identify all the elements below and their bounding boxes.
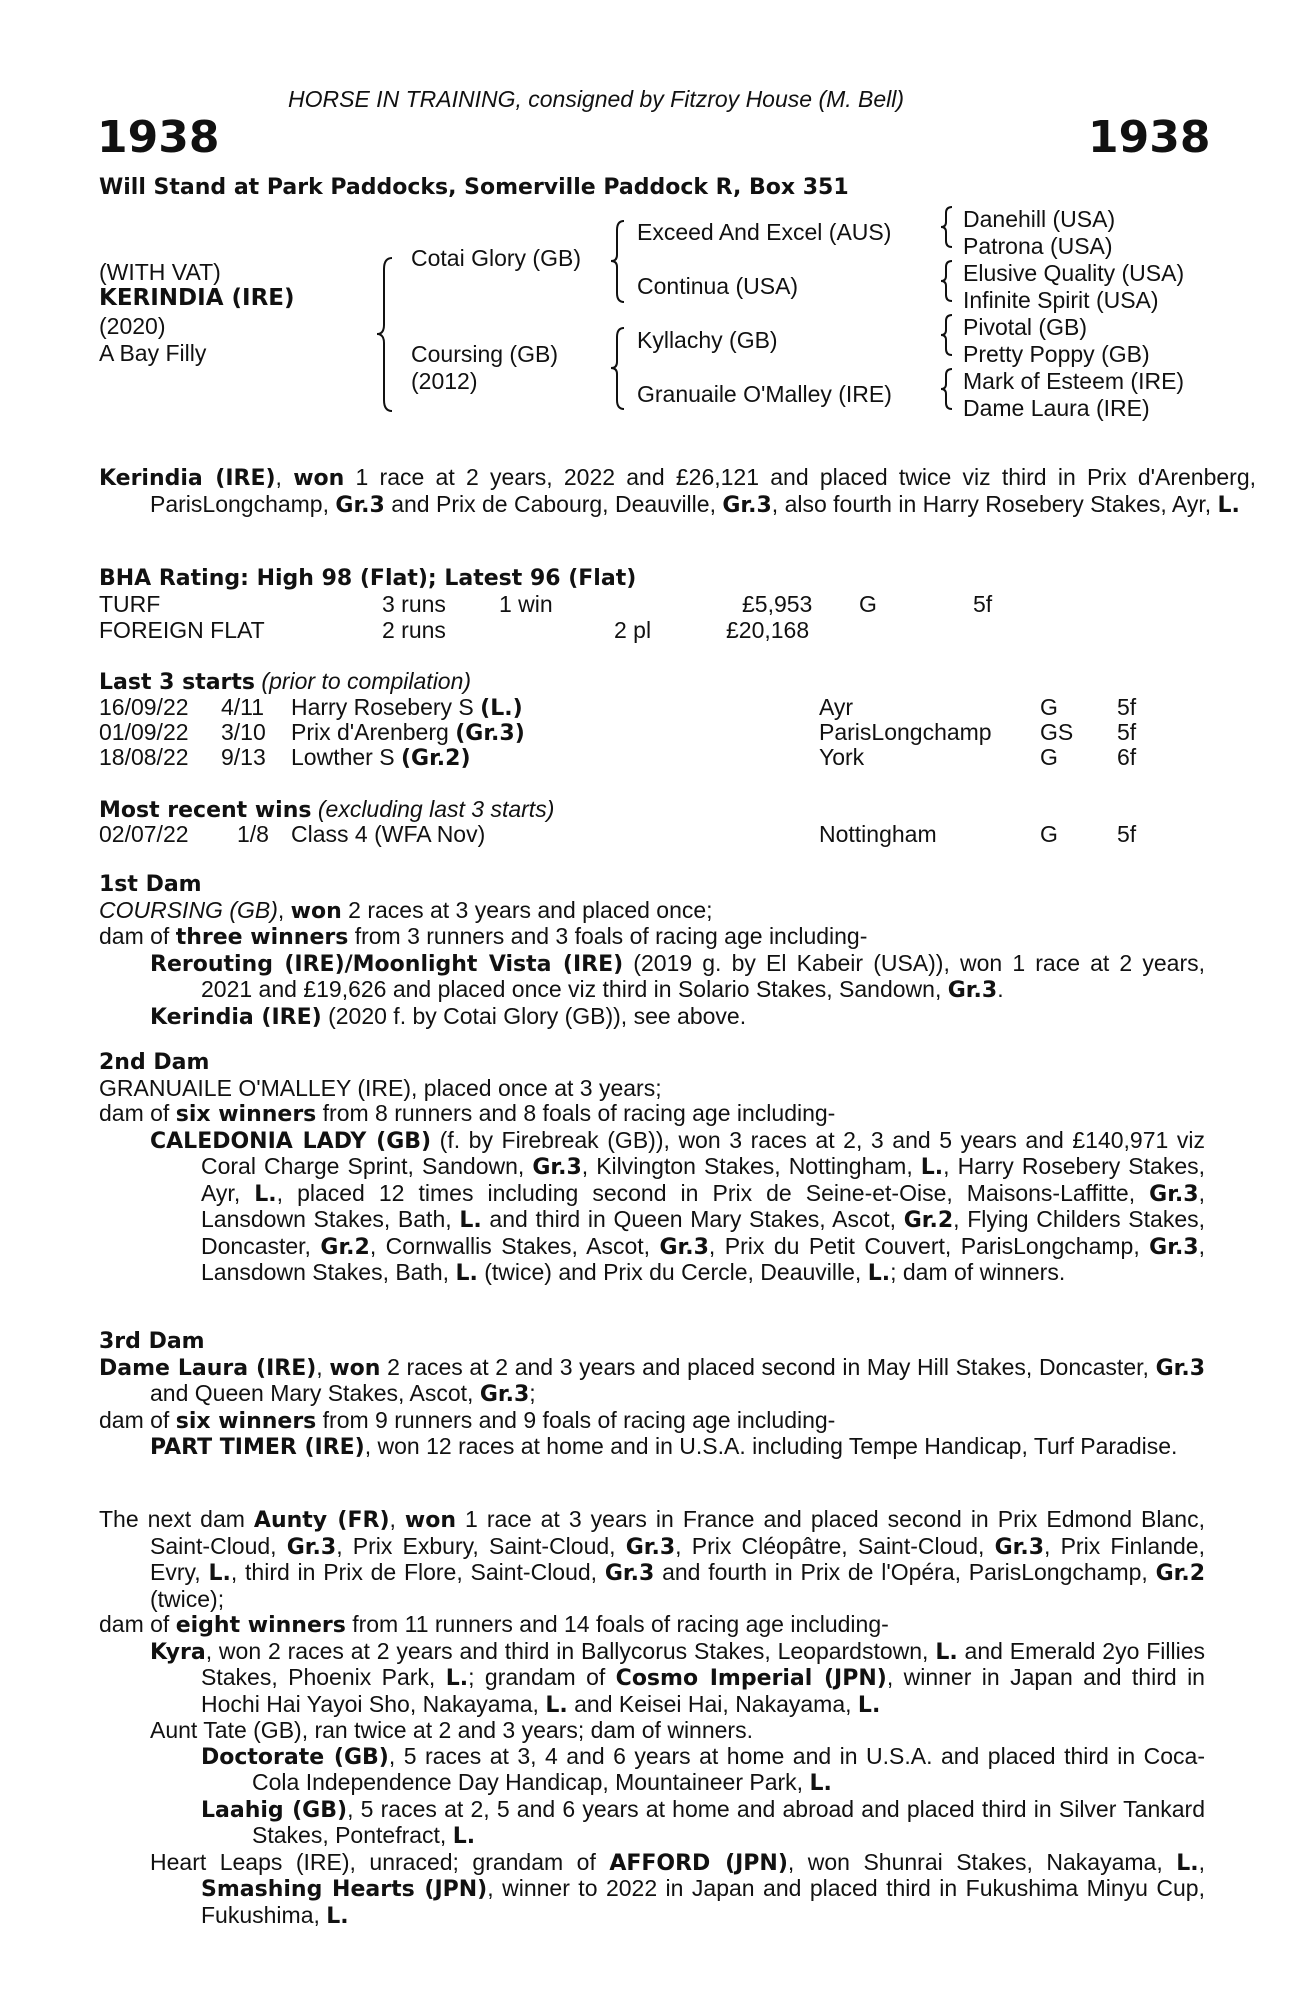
progeny-text: , won Shunrai Stakes, Nakayama, bbox=[787, 1848, 1177, 1875]
won-label: won bbox=[404, 1508, 457, 1533]
pedigree-brace-g1 bbox=[940, 206, 954, 253]
summary-text-2: and Prix de Cabourg, Deauville, bbox=[384, 490, 723, 517]
last-starts-title: Last 3 starts bbox=[99, 670, 256, 695]
grade-label: Gr.3 bbox=[1149, 1181, 1199, 1207]
dam-dam-dam: Dame Laura (IRE) bbox=[963, 395, 1150, 421]
produce-summary: from 8 runners and 8 foals of racing age including- bbox=[316, 1100, 836, 1126]
dam-sire-sire: Pivotal (GB) bbox=[963, 314, 1087, 340]
race-summary: Kerindia (IRE), won 1 race at 2 years, 2022 and £26,121 and placed twice viz third in Prix d'Arenberg, ParisLongchamp, Gr.3 and Prix de Cabourg, Deauville, Gr.3, also fourth in Harry Rosebery Stakes, Ayr, L. bbox=[99, 464, 1257, 518]
win-race: Class 4 (WFA Nov) bbox=[291, 821, 486, 847]
race-name: Lowther S bbox=[291, 744, 401, 770]
race-name: Harry Rosebery S bbox=[291, 694, 481, 720]
start-course: ParisLongchamp bbox=[819, 719, 992, 745]
horse-year: (2020) bbox=[99, 313, 166, 339]
progeny-name: CALEDONIA LADY (GB) bbox=[150, 1128, 432, 1154]
sire-sire: Exceed And Excel (AUS) bbox=[637, 219, 892, 245]
sire: Cotai Glory (GB) bbox=[411, 245, 581, 271]
grade-label: Gr.3 bbox=[479, 1382, 530, 1407]
rating-row-type: TURF bbox=[99, 591, 161, 617]
grade-label: L. bbox=[254, 1181, 277, 1207]
progeny-entry bbox=[150, 1434, 1205, 1461]
sire-sire-sire: Danehill (USA) bbox=[963, 206, 1116, 232]
grade-label: L. bbox=[459, 1208, 482, 1233]
win-date: 02/07/22 bbox=[99, 821, 189, 847]
progeny-name: PART TIMER (IRE) bbox=[150, 1435, 365, 1460]
grade-label: L. bbox=[208, 1561, 231, 1586]
sire-dam-sire: Elusive Quality (USA) bbox=[963, 260, 1185, 286]
dam-sire-dam: Pretty Poppy (GB) bbox=[963, 341, 1150, 367]
rating-row-placed: 2 pl bbox=[614, 617, 652, 643]
first-dam-section bbox=[99, 872, 1205, 1030]
progeny-text: , won 12 races at home and in U.S.A. including Tempe Handicap, Turf Paradise. bbox=[364, 1433, 1178, 1459]
start-race bbox=[291, 694, 523, 722]
separator: , bbox=[1198, 1848, 1205, 1875]
grade-label: Gr.2 bbox=[320, 1234, 370, 1260]
grade-label: Gr.3 bbox=[722, 492, 772, 518]
progeny-text: (2020 f. by Cotai Glory (GB)), see above. bbox=[321, 1002, 747, 1029]
grade-label: L. bbox=[455, 1261, 478, 1286]
next-dam-record: , third in Prix de Flore, Saint-Cloud, bbox=[230, 1559, 605, 1585]
next-dam-line bbox=[99, 1507, 1205, 1612]
sire-dam: Continua (USA) bbox=[637, 273, 799, 299]
pedigree-brace-g4 bbox=[940, 368, 954, 415]
next-dam-record: and fourth in Prix de l'Opéra, ParisLongchamp, bbox=[654, 1559, 1156, 1585]
summary-text-1: 1 race at 2 years, 2022 and £26,121 and placed twice viz third in Prix d'Arenberg, ParisLongchamp, bbox=[150, 464, 1257, 517]
produce-summary: from 9 runners and 9 foals of racing age including- bbox=[316, 1406, 836, 1433]
third-dam-line: Dame Laura (IRE), won 2 races at 2 and 3 years and placed second in May Hill Stakes, Doncaster, Gr.3 and Queen Mary Stakes, Ascot, Gr.3; bbox=[99, 1353, 1205, 1407]
progeny-name: Kyra bbox=[150, 1639, 206, 1665]
lot-number-right: 1938 bbox=[1088, 112, 1211, 163]
progeny-text: ; dam of winners. bbox=[890, 1259, 1066, 1285]
progeny-name: Laahig (GB) bbox=[201, 1797, 348, 1823]
third-dam-record: ; bbox=[529, 1380, 536, 1406]
progeny-text: and third in Queen Mary Stakes, Ascot, bbox=[481, 1206, 904, 1232]
progeny-entry bbox=[201, 1797, 1205, 1850]
first-dam-name: COURSING (GB) bbox=[99, 896, 278, 923]
grade-label: L. bbox=[809, 1771, 832, 1796]
grade-label: L. bbox=[545, 1692, 568, 1718]
progeny-text: Heart Leaps (IRE), unraced; grandam of bbox=[150, 1848, 610, 1875]
start-date: 18/08/22 bbox=[99, 744, 189, 770]
grade-label: L. bbox=[1176, 1850, 1199, 1876]
progeny-name: Doctorate (GB) bbox=[201, 1744, 389, 1770]
first-dam-produce-line bbox=[99, 924, 1205, 951]
pedigree-brace-g3 bbox=[940, 314, 954, 361]
start-going: GS bbox=[1040, 719, 1074, 745]
progeny-name: Kerindia (IRE) bbox=[150, 1004, 322, 1030]
grade-label: L. bbox=[326, 1903, 349, 1929]
vat-note: (WITH VAT) bbox=[99, 259, 221, 285]
third-dam-record: 2 races at 2 and 3 years and placed second in May Hill Stakes, Doncaster, bbox=[380, 1353, 1156, 1380]
won-label: won bbox=[329, 1355, 381, 1381]
next-dam-record: (twice); bbox=[150, 1585, 225, 1612]
start-course: York bbox=[819, 744, 865, 770]
dam-dam-sire: Mark of Esteem (IRE) bbox=[963, 368, 1185, 394]
win-distance: 5f bbox=[1117, 821, 1137, 847]
recent-wins-heading bbox=[99, 796, 554, 824]
pedigree-brace-sire bbox=[610, 220, 626, 308]
pedigree-brace-main bbox=[376, 257, 396, 417]
produce-summary: from 11 runners and 14 foals of racing age including- bbox=[345, 1611, 889, 1637]
rating-row-dist: 5f bbox=[973, 591, 993, 617]
dam-dam: Granuaile O'Malley (IRE) bbox=[637, 381, 892, 407]
progeny-text: , won 2 races at 2 years and third in Ballycorus Stakes, Leopardstown, bbox=[205, 1637, 936, 1664]
progeny-text: , Lansdown Stakes, Bath, bbox=[201, 1179, 1205, 1232]
progeny-text: and Keisei Hai, Nakayama, bbox=[567, 1690, 858, 1717]
start-distance: 5f bbox=[1117, 694, 1137, 720]
progeny-text: and Emerald 2yo Fillies Stakes, Phoenix Park, bbox=[201, 1637, 1205, 1690]
winners-count: eight winners bbox=[175, 1613, 346, 1638]
start-course: Ayr bbox=[819, 694, 854, 720]
start-race bbox=[291, 744, 471, 772]
grade-label: Gr.3 bbox=[659, 1234, 709, 1260]
dam-sire: Kyllachy (GB) bbox=[637, 327, 778, 353]
progeny-text-end: . bbox=[997, 976, 1004, 1002]
third-dam-record: and Queen Mary Stakes, Ascot, bbox=[150, 1380, 480, 1406]
rating-row-going: G bbox=[859, 591, 877, 617]
start-position: 4/11 bbox=[221, 694, 265, 720]
next-dam-intro: The next dam bbox=[99, 1506, 254, 1532]
first-dam-line: COURSING (GB), won 2 races at 3 years and placed once; bbox=[99, 896, 713, 924]
progeny-entry bbox=[201, 1744, 1205, 1797]
second-dam-title: 2nd Dam bbox=[99, 1050, 210, 1075]
rating-row-prize: £20,168 bbox=[726, 617, 810, 643]
progeny-text: , winner to 2022 in Japan and placed third in Fukushima Minyu Cup, Fukushima, bbox=[201, 1875, 1205, 1928]
progeny-text: , 5 races at 3, 4 and 6 years at home and in U.S.A. and placed third in Coca-Cola Independence Day Handicap, Mountaineer Park, bbox=[252, 1742, 1206, 1795]
progeny-text: , placed 12 times including second in Prix de Seine-et-Oise, Maisons-Laffitte, bbox=[276, 1179, 1150, 1206]
third-dam-name: Dame Laura (IRE) bbox=[99, 1355, 317, 1381]
grade-label: Gr.3 bbox=[286, 1534, 337, 1560]
third-dam-produce-line bbox=[99, 1408, 1205, 1435]
dam-of-label: dam of bbox=[99, 1406, 176, 1433]
win-position: 1/8 bbox=[237, 821, 269, 847]
winners-count: three winners bbox=[175, 925, 349, 950]
next-dam-produce-line bbox=[99, 1612, 1205, 1639]
grade-label: Gr.3 bbox=[625, 1534, 676, 1560]
lot-number-left: 1938 bbox=[97, 112, 220, 163]
dam-of-label: dam of bbox=[99, 1611, 176, 1637]
grade-label: L. bbox=[857, 1692, 881, 1718]
dam-of-label: dam of bbox=[99, 923, 176, 949]
rating-row-type: FOREIGN FLAT bbox=[99, 617, 265, 643]
race-grade: (Gr.3) bbox=[455, 721, 525, 746]
progeny-name: AFFORD (JPN) bbox=[609, 1850, 788, 1876]
next-dam-record: , Prix Finlande, Evry, bbox=[150, 1532, 1205, 1585]
progeny-name: Smashing Hearts (JPN) bbox=[201, 1877, 488, 1902]
stand-location: Will Stand at Park Paddocks, Somerville Paddock R, Box 351 bbox=[99, 175, 849, 200]
grade-label: L. bbox=[1217, 492, 1240, 518]
start-going: G bbox=[1040, 744, 1058, 770]
next-dam-record: 1 race at 3 years in France and placed second in Prix Edmond Blanc, Saint-Cloud, bbox=[150, 1506, 1205, 1559]
progeny-text: (2019 g. by El Kabeir (USA)), won 1 race at 2 years, 2021 and £19,626 and placed once viz third in Solario Stakes, Sandown, bbox=[201, 949, 1205, 1002]
horse-description: A Bay Filly bbox=[99, 340, 207, 366]
horse-name: KERINDIA (IRE) bbox=[99, 285, 295, 311]
grade-label: Gr.2 bbox=[1155, 1561, 1205, 1586]
dam-year: (2012) bbox=[411, 368, 478, 394]
dam-of-label: dam of bbox=[99, 1100, 176, 1126]
separator: , bbox=[389, 1506, 405, 1532]
grade-label: Gr.2 bbox=[903, 1208, 954, 1233]
second-dam-section bbox=[99, 1050, 1205, 1287]
produce-summary: from 3 runners and 3 foals of racing age including- bbox=[348, 923, 868, 949]
grade-label: L. bbox=[920, 1155, 944, 1180]
third-dam-section bbox=[99, 1329, 1205, 1461]
grade-label: Gr.3 bbox=[335, 492, 385, 518]
grade-label: Gr.3 bbox=[994, 1534, 1045, 1560]
first-dam-record: 2 races at 3 years and placed once; bbox=[341, 896, 713, 923]
progeny-name: Rerouting (IRE)/Moonlight Vista (IRE) bbox=[150, 951, 624, 977]
grade-label: Gr.3 bbox=[604, 1561, 655, 1586]
last-starts-heading bbox=[99, 668, 471, 696]
progeny-text: (twice) and Prix du Cercle, Deauville, bbox=[477, 1259, 868, 1285]
sire-sire-dam: Patrona (USA) bbox=[963, 233, 1113, 259]
win-going: G bbox=[1040, 821, 1058, 847]
next-dam-name: Aunty (FR) bbox=[253, 1508, 390, 1533]
next-dam-section bbox=[99, 1507, 1205, 1929]
progeny-text: , Lansdown Stakes, Bath, bbox=[201, 1232, 1205, 1285]
progeny-name: Cosmo Imperial (JPN) bbox=[615, 1666, 887, 1691]
recent-wins-title: Most recent wins bbox=[99, 798, 312, 823]
next-dam-record: , Prix Cléopâtre, Saint-Cloud, bbox=[675, 1532, 995, 1559]
won-label: won bbox=[290, 898, 342, 924]
sire-dam-dam: Infinite Spirit (USA) bbox=[963, 287, 1159, 313]
race-grade: (Gr.2) bbox=[400, 746, 471, 771]
summary-won: won bbox=[293, 466, 345, 491]
summary-horse-name: Kerindia (IRE) bbox=[99, 466, 276, 491]
third-dam-title: 3rd Dam bbox=[99, 1329, 205, 1354]
recent-wins-note: (excluding last 3 starts) bbox=[317, 796, 555, 822]
grade-label: L. bbox=[935, 1639, 958, 1665]
start-race bbox=[291, 719, 525, 747]
pedigree-brace-g2 bbox=[940, 260, 954, 307]
second-dam-line: GRANUAILE O'MALLEY (IRE), placed once at 3 years; bbox=[99, 1074, 662, 1101]
dam: Coursing (GB) bbox=[411, 341, 558, 367]
second-dam-produce-line bbox=[99, 1101, 1205, 1128]
win-course: Nottingham bbox=[819, 821, 937, 847]
rating-row-prize: £5,953 bbox=[742, 591, 813, 617]
start-date: 01/09/22 bbox=[99, 719, 189, 745]
progeny-entry bbox=[150, 1128, 1205, 1287]
rating-row-runs: 2 runs bbox=[382, 617, 446, 643]
progeny-text: , 5 races at 2, 5 and 6 years at home and abroad and placed third in Silver Tankard Stakes, Pontefract, bbox=[252, 1795, 1205, 1848]
progeny-text: , Kilvington Stakes, Nottingham, bbox=[581, 1153, 921, 1179]
progeny-entry bbox=[150, 1639, 1205, 1719]
rating-row-runs: 3 runs bbox=[382, 591, 446, 617]
progeny-text: , winner in Japan and third in Hochi Hai Yayoi Sho, Nakayama, bbox=[201, 1664, 1205, 1717]
progeny-entry bbox=[150, 1850, 1205, 1930]
progeny-text: , Flying Childers Stakes, Doncaster, bbox=[201, 1206, 1206, 1259]
progeny-entry bbox=[150, 1004, 1205, 1031]
grade-label: L. bbox=[445, 1666, 469, 1691]
first-dam-title: 1st Dam bbox=[99, 872, 202, 897]
start-date: 16/09/22 bbox=[99, 694, 189, 720]
progeny-text: , Harry Rosebery Stakes, Ayr, bbox=[201, 1153, 1206, 1206]
progeny-entry bbox=[150, 951, 1205, 1004]
pedigree-brace-dam bbox=[610, 327, 626, 415]
start-going: G bbox=[1040, 694, 1058, 720]
bha-rating-title: BHA Rating: High 98 (Flat); Latest 96 (Flat) bbox=[99, 566, 637, 591]
start-position: 9/13 bbox=[221, 744, 266, 770]
grade-label: Gr.3 bbox=[947, 978, 998, 1003]
progeny-entry: Aunt Tate (GB), ran twice at 2 and 3 years; dam of winners. bbox=[150, 1717, 753, 1743]
rating-row-wins: 1 win bbox=[499, 591, 553, 617]
winners-count: six winners bbox=[175, 1102, 317, 1127]
last-starts-note: (prior to compilation) bbox=[261, 668, 472, 694]
grade-label: Gr.3 bbox=[1155, 1355, 1205, 1381]
progeny-text: (f. by Firebreak (GB)), won 3 races at 2, 3 and 5 years and £140,971 viz Coral Charge Sprint, Sandown, bbox=[201, 1126, 1205, 1179]
race-name: Prix d'Arenberg bbox=[291, 719, 456, 745]
winners-count: six winners bbox=[175, 1408, 317, 1434]
progeny-text: ; grandam of bbox=[468, 1664, 616, 1690]
grade-label: L. bbox=[867, 1261, 891, 1286]
next-dam-record: , Prix Exbury, Saint-Cloud, bbox=[336, 1532, 626, 1559]
start-position: 3/10 bbox=[221, 719, 266, 745]
start-distance: 5f bbox=[1117, 719, 1137, 745]
progeny-text: , Prix du Petit Couvert, ParisLongchamp, bbox=[708, 1232, 1150, 1259]
race-grade: (L.) bbox=[480, 696, 523, 721]
start-distance: 6f bbox=[1117, 744, 1137, 770]
grade-label: Gr.3 bbox=[532, 1155, 582, 1180]
grade-label: L. bbox=[452, 1824, 476, 1849]
consignor-line: HORSE IN TRAINING, consigned by Fitzroy House (M. Bell) bbox=[288, 86, 905, 112]
summary-text-3: , also fourth in Harry Rosebery Stakes, Ayr, bbox=[771, 490, 1218, 517]
grade-label: Gr.3 bbox=[1149, 1234, 1199, 1260]
progeny-text: , Cornwallis Stakes, Ascot, bbox=[369, 1232, 660, 1259]
